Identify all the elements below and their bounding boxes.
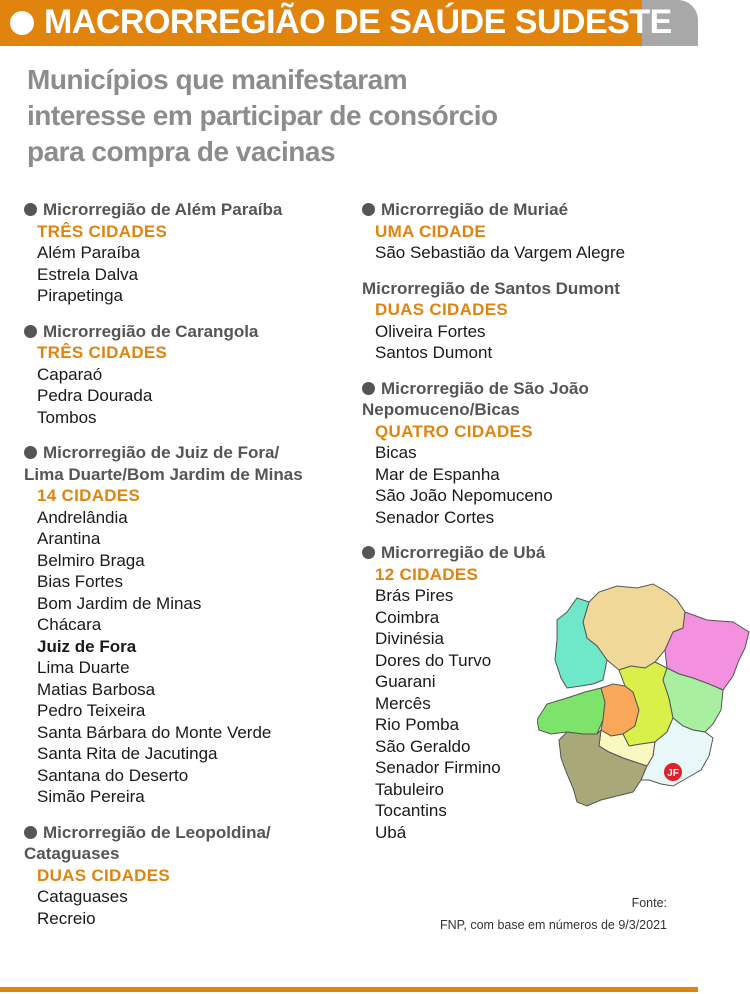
city-item: Além Paraíba [37, 243, 140, 262]
subtitle-line: para compra de vacinas [27, 136, 336, 167]
page-title: MACRORREGIÃO DE SAÚDE SUDESTE [44, 3, 672, 41]
city-item: Santa Bárbara do Monte Verde [37, 722, 272, 742]
bullet-icon [362, 203, 375, 216]
city-item: Tabuleiro [375, 779, 444, 799]
bullet-icon [10, 11, 34, 35]
microregion-title [362, 542, 742, 564]
microregion-title [362, 378, 742, 400]
bullet-icon [24, 446, 37, 459]
subtitle-line: interesse em participar de consórcio [27, 100, 498, 131]
city-item: Pirapetinga [37, 286, 124, 305]
microregion-title-text: Microrregião de Leopoldina/ [43, 822, 271, 842]
microregion-title-text: Microrregião de Santos Dumont [362, 278, 620, 298]
city-item: Santos Dumont [375, 343, 493, 362]
city-item: São João Nepomuceno [375, 486, 553, 505]
city-count: DUAS CIDADES [37, 865, 171, 885]
city-item: Lima Duarte [37, 658, 130, 677]
microregion-title [24, 442, 354, 464]
region-map [537, 580, 750, 810]
left-column [24, 199, 354, 943]
city-item: Simão Pereira [37, 787, 145, 806]
city-item: Cataguases [37, 887, 128, 906]
microregion-title [24, 321, 354, 343]
city-count: DUAS CIDADES [375, 300, 509, 319]
city-item: Pedro Teixeira [37, 701, 146, 720]
city-item: São Geraldo [375, 736, 471, 756]
city-count: TRÊS CIDADES [37, 343, 168, 362]
source-text: FNP, com base em números de 9/3/2021 [440, 918, 667, 932]
city-count: TRÊS CIDADES [37, 221, 168, 241]
city-item: Bias Fortes [37, 572, 123, 591]
microregion-block [24, 199, 354, 307]
subtitle [27, 62, 587, 170]
microregion-title-text: Nepomuceno/Bicas [362, 400, 520, 419]
microregion-title [24, 199, 354, 221]
city-item: Dores do Turvo [375, 650, 492, 670]
city-item: Tombos [37, 407, 97, 427]
microregion-title-text: Microrregião de Juiz de Fora/ [43, 443, 280, 462]
city-item: Guarani [375, 672, 436, 691]
microregion-title-text: Lima Duarte/Bom Jardim de Minas [24, 464, 303, 484]
city-item: Andrelândia [37, 507, 128, 527]
city-item: Tocantins [375, 801, 447, 820]
microregion-title [362, 399, 742, 421]
city-item: Divinésia [375, 629, 444, 648]
city-item: Ubá [375, 822, 407, 842]
city-item: Matias Barbosa [37, 679, 156, 699]
city-item: Coimbra [375, 607, 440, 627]
city-item: Bicas [375, 443, 417, 462]
city-item: Rio Pomba [375, 715, 460, 734]
city-item: Bom Jardim de Minas [37, 593, 202, 613]
microregion-block [24, 321, 354, 429]
microregion-title-text: Microrregião de Muriaé [381, 200, 569, 219]
city-item: Brás Pires [375, 586, 454, 605]
juiz-de-fora-marker-label: JF [667, 768, 679, 779]
microregion-block [24, 822, 354, 930]
bullet-icon [362, 546, 375, 559]
microregion-title-text: Microrregião de Ubá [381, 543, 546, 562]
microregion-title [362, 278, 742, 300]
microregion-block [362, 199, 742, 264]
city-item: Belmiro Braga [37, 550, 145, 570]
source-note [440, 892, 667, 936]
city-item: Oliveira Fortes [375, 321, 486, 341]
city-item: Senador Cortes [375, 507, 495, 527]
microregion-title-text: Microrregião de Carangola [43, 321, 259, 341]
city-item: Arantina [37, 529, 101, 548]
city-count: UMA CIDADE [375, 221, 486, 241]
map-region-west [537, 688, 605, 734]
city-item: São Sebastião da Vargem Alegre [375, 243, 626, 262]
city-item: Pedra Dourada [37, 386, 153, 405]
bullet-icon [24, 325, 37, 338]
city-item: Estrela Dalva [37, 264, 139, 284]
city-item: Mar de Espanha [375, 464, 500, 484]
microregion-block [362, 378, 742, 529]
microregion-title [24, 843, 354, 865]
microregion-title [24, 464, 354, 486]
city-item: Santa Rita de Jacutinga [37, 744, 218, 763]
city-item: Juiz de Fora [37, 636, 137, 656]
city-count: QUATRO CIDADES [375, 421, 533, 441]
city-item: Mercês [375, 693, 431, 713]
city-item: Santana do Deserto [37, 765, 189, 785]
microregion-title [362, 199, 742, 221]
microregion-block [362, 278, 742, 364]
city-item: Chácara [37, 615, 102, 634]
city-item: Recreio [37, 908, 96, 928]
bullet-icon [24, 826, 37, 839]
microregion-title-text: Microrregião de Além Paraíba [43, 200, 283, 219]
microregion-title-text: Microrregião de São João [381, 378, 589, 398]
city-count: 12 CIDADES [375, 564, 479, 584]
microregion-title [24, 822, 354, 844]
microregion-block [24, 442, 354, 808]
bottom-rule [0, 987, 698, 992]
city-item: Caparaó [37, 364, 103, 384]
bullet-icon [24, 203, 37, 216]
microregion-title-text: Cataguases [24, 844, 120, 863]
bullet-icon [362, 382, 375, 395]
subtitle-line: Municípios que manifestaram [27, 64, 408, 95]
city-item: Senador Firmino [375, 758, 501, 777]
source-label: Fonte: [631, 896, 667, 910]
header [0, 0, 698, 46]
city-count: 14 CIDADES [37, 486, 141, 505]
